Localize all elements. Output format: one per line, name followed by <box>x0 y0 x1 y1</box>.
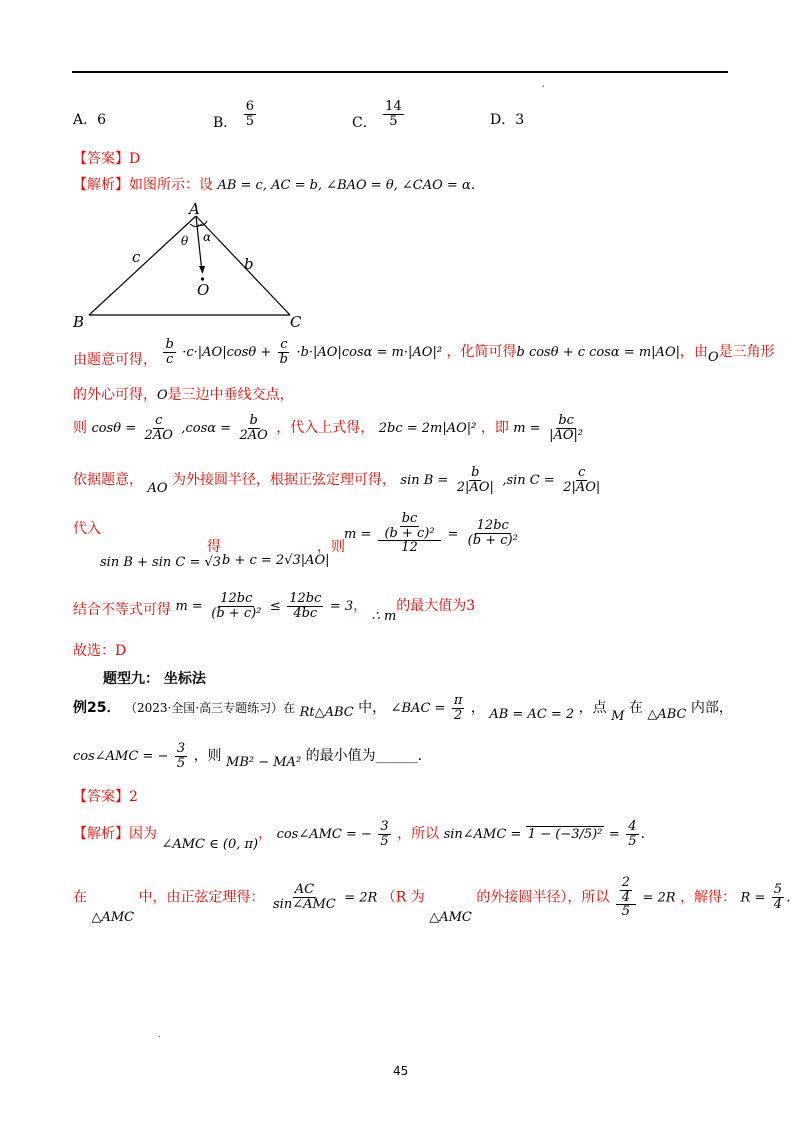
q2-analysis-line-1: 【解析】因为 ∠AMC ∈ (0, π)， cos∠AMC = − $\frac{3}{5}$ ，所以 sin∠AMC = 1 − (−3/5)² = $\frac{4}{5}$ . <box>73 819 645 853</box>
vertex-a-label: A <box>189 200 200 218</box>
section-title: 题型九： 坐标法 <box>103 671 206 687</box>
answer-line-1: 【答案】D <box>73 151 141 167</box>
stray-dot: . <box>158 1030 161 1039</box>
analysis-intro: 【解析】如图所示：设 AB = c, AC = b, ∠BAO = θ, ∠CAO = α. <box>73 177 476 193</box>
analysis-line-2: 的外心可得，O是三边中垂线交点， <box>73 387 294 403</box>
vertex-c-label: C <box>290 313 302 331</box>
example-line-2: cos∠AMC = − $\frac{3}{5}$ ，则 MB² − MA² 的最小值为______. <box>73 741 423 771</box>
option-d: D．3 <box>490 112 525 128</box>
ze-word: ，则 <box>317 539 345 555</box>
option-c: C． $\frac{14}{5}$ <box>352 99 402 132</box>
alpha-label: α <box>203 230 212 244</box>
example-line-1: 例25． （2023·全国·高三专题练习）在 Rt△ABC 中， ∠BAC = $\frac{\pi}{2}$ ， AB = AC = 2 ，点 M 在 △ABC 内部， <box>73 693 733 725</box>
stray-mark: ' <box>542 84 545 93</box>
option-b: B． $\frac{6}{5}$ <box>213 99 255 132</box>
header-rule <box>72 71 728 73</box>
side-c-label: c <box>132 248 141 266</box>
q2-analysis-line-2: 在 △AMC 中，由正弦定理得： $\frac{AC}{\text{sin∠AMC}}$ = 2R （R 为 △AMC 的外接圆半径），所以 $\frac{\frac{2}{4}}{5}$ = 2R ，解得： R = $\frac{5}{4}$ . <box>73 875 791 926</box>
theta-label: θ <box>181 234 189 248</box>
m-complex-fraction: m = $\frac{\frac{bc}{\text{(b + c)²}}}{12}$ = $\frac{12bc}{\text{(b + c)²}}$ <box>344 511 518 556</box>
analysis-line-6: 结合不等式可得 m = $\frac{12bc}{\text{(b + c)²}}$ ≤ $\frac{12bc}{4bc}$ = 3， ∴ m的最大值为3 <box>73 591 476 625</box>
answer-line-2: 【答案】2 <box>73 789 138 805</box>
side-b-label: b <box>244 255 254 273</box>
analysis-line-5: 代入 <box>73 521 101 537</box>
sum-sine-eq: sin B + sin C = √3 <box>100 555 222 570</box>
analysis-line-3: 则 cosθ = $\frac{c}{2AO}$ ,cosα = $\frac{b}{2AO}$ ，代入上式得， 2bc = 2m|AO|² ，即 m = $\frac{bc}{\text{|AO|²}}$ <box>73 413 584 443</box>
analysis-line-4: 依据题意， AO 为外接圆半径，根据正弦定理可得， sin B = $\frac{b}{2|AO|}$ ,sin C = $\frac{c}{2|AO|}$ <box>73 465 601 497</box>
de-word: 得 <box>207 539 221 555</box>
option-a: A．6 <box>73 112 107 128</box>
vertex-b-label: B <box>73 313 85 331</box>
triangle-diagram <box>68 196 318 332</box>
bc-sum-eq: b + c = 2√3|AO| <box>222 553 330 568</box>
page-number: 45 <box>393 1064 409 1078</box>
choose-line: 故选：D <box>73 643 127 659</box>
point-o-label: O <box>197 281 210 299</box>
analysis-line-1: 由题意可得， $\frac{b}{c}$ ·c·|AO|cosθ + $\frac{c}{b}$ ·b·|AO|cosα = m·|AO|² ，化简可得b cosθ + c cosα = m|AO|，由O是三角形 <box>73 337 775 369</box>
